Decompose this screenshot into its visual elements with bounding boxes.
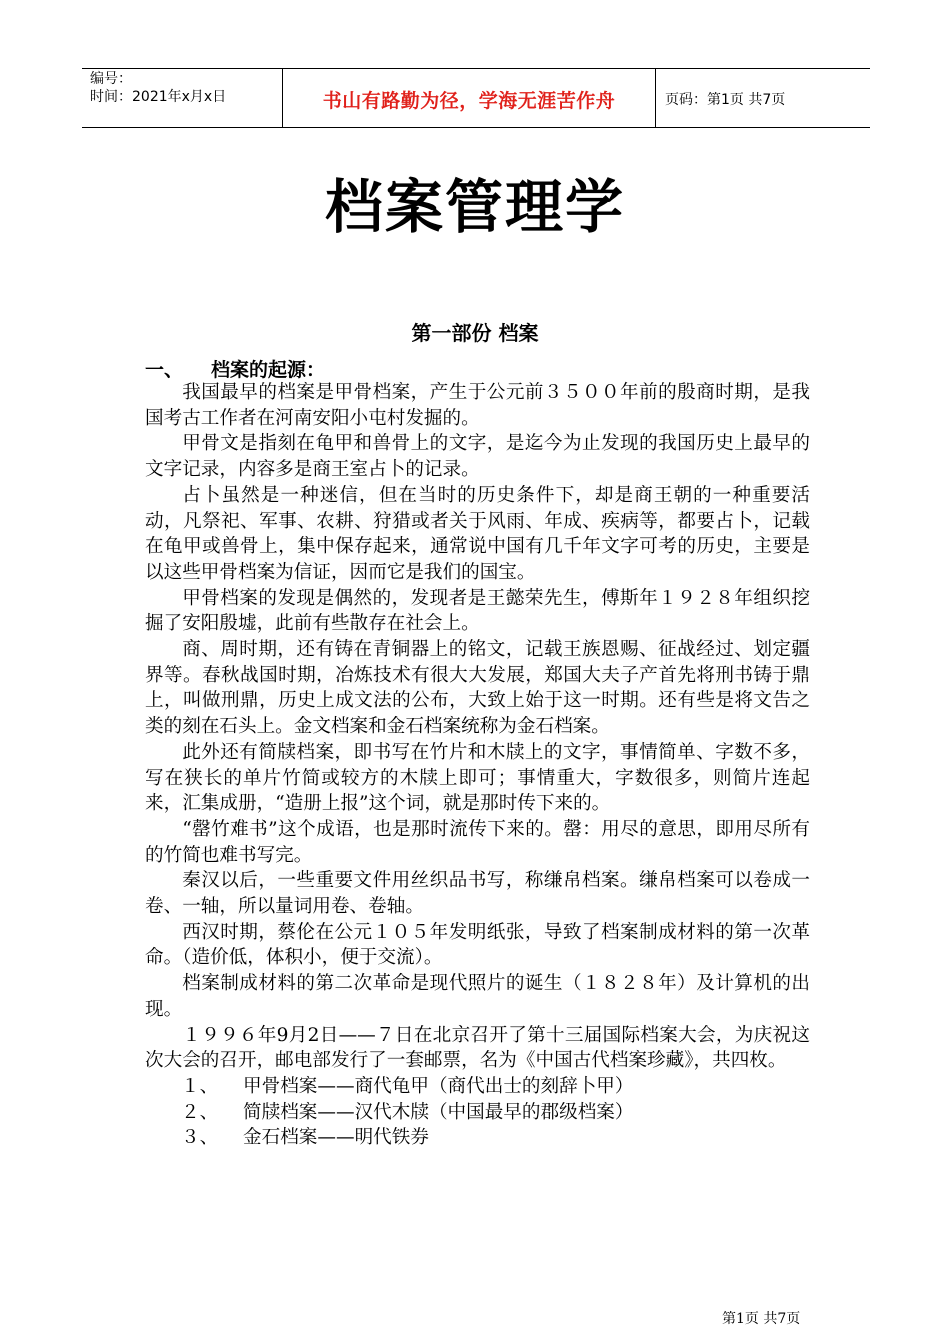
paragraph: “罄竹难书”这个成语，也是那时流传下来的。罄：用尽的意思，即用尽所有的竹简也难书写完。 bbox=[145, 818, 810, 866]
part-title: 第一部份 档案 bbox=[411, 321, 539, 345]
list-item-number: ２、 bbox=[181, 1101, 219, 1123]
paragraph: 档案制成材料的第二次革命是现代照片的诞生（１８２８年）及计算机的出现。 bbox=[145, 973, 810, 1020]
document-title: 档案管理学 bbox=[324, 173, 625, 241]
header-rule-top bbox=[82, 68, 870, 69]
header-time-label: 时间：2021年x月x日 bbox=[90, 89, 227, 105]
header-meta bbox=[90, 70, 226, 106]
page-footer: 第1页 共7页 bbox=[722, 1311, 801, 1327]
list-item bbox=[145, 1074, 810, 1100]
header-page-label: 页码：第1页 共7页 bbox=[665, 92, 786, 108]
list-item-text: 甲骨档案——商代龟甲（商代出士的刻辞卜甲） bbox=[243, 1075, 634, 1097]
paragraph: 此外还有简牍档案，即书写在竹片和木牍上的文字，事情简单、字数不多，写在狭长的单片竹简或较方的木牍上即可；事情重大，字数很多，则简片连起来，汇集成册，“造册上报”这个词，就是那时传下来的。 bbox=[145, 741, 810, 815]
paragraph: １９９６年9月2日——７日在北京召开了第十三届国际档案大会，为庆祝这次大会的召开，邮电部发行了一套邮票，名为《中国古代档案珍藏》，共四枚。 bbox=[145, 1024, 810, 1072]
section-heading-text: 档案的起源： bbox=[211, 359, 326, 381]
list-item-text: 简牍档案——汉代木牍（中国最早的郡级档案） bbox=[243, 1101, 634, 1123]
list-item-number: １、 bbox=[181, 1075, 219, 1097]
section-number: 一、 bbox=[145, 359, 184, 381]
body-text bbox=[145, 380, 810, 1151]
list-item bbox=[145, 1125, 810, 1151]
list-item bbox=[145, 1100, 810, 1126]
section-heading bbox=[145, 355, 325, 382]
paragraph: 甲骨档案的发现是偶然的，发现者是王懿荣先生，傅斯年１９２８年组织挖掘了安阳殷墟，此前有些散存在社会上。 bbox=[145, 587, 810, 635]
paragraph: 甲骨文是指刻在龟甲和兽骨上的文字，是迄今为止发现的我国历史上最早的文字记录，内容多是商王室占卜的记录。 bbox=[145, 433, 810, 481]
paragraph: 占卜虽然是一种迷信，但在当时的历史条件下，却是商王朝的一种重要活动，凡祭祀、军事、农耕、狩猎或者关于风雨、年成、疾病等，都要占卜，记载在龟甲或兽骨上，集中保存起来，通常说中国有几千年文字可考的历史，主要是以这些甲骨档案为信证，因而它是我们的国宝。 bbox=[145, 484, 810, 583]
paragraph: 秦汉以后，一些重要文件用丝织品书写，称缣帛档案。缣帛档案可以卷成一卷、一轴，所以量词用卷、卷轴。 bbox=[145, 870, 810, 918]
list-item-number: ３、 bbox=[181, 1127, 219, 1149]
paragraph: 我国最早的档案是甲骨档案，产生于公元前３５００年前的殷商时期，是我国考古工作者在河南安阳小屯村发掘的。 bbox=[145, 382, 810, 429]
header-rule-bottom bbox=[82, 127, 870, 128]
paragraph: 西汉时期，蔡伦在公元１０５年发明纸张，导致了档案制成材料的第一次革命。（造价低，体积小，便于交流）。 bbox=[145, 921, 810, 969]
list-item-text: 金石档案——明代铁券 bbox=[243, 1127, 429, 1149]
paragraph: 商、周时期，还有铸在青铜器上的铭文，记载王族恩赐、征战经过、划定疆界等。春秋战国时期，冶炼技术有很大大发展，郑国大夫子产首先将刑书铸于鼎上，叫做刑鼎，历史上成文法的公布，大致上始于这一时期。还有些是将文告之类的刻在石头上。金文档案和金石档案统称为金石档案。 bbox=[145, 639, 810, 738]
header-number-label: 编号： bbox=[90, 71, 132, 87]
header-motto: 书山有路勤为径，学海无涯苦作舟 bbox=[322, 90, 616, 112]
header-divider-right bbox=[655, 68, 656, 128]
